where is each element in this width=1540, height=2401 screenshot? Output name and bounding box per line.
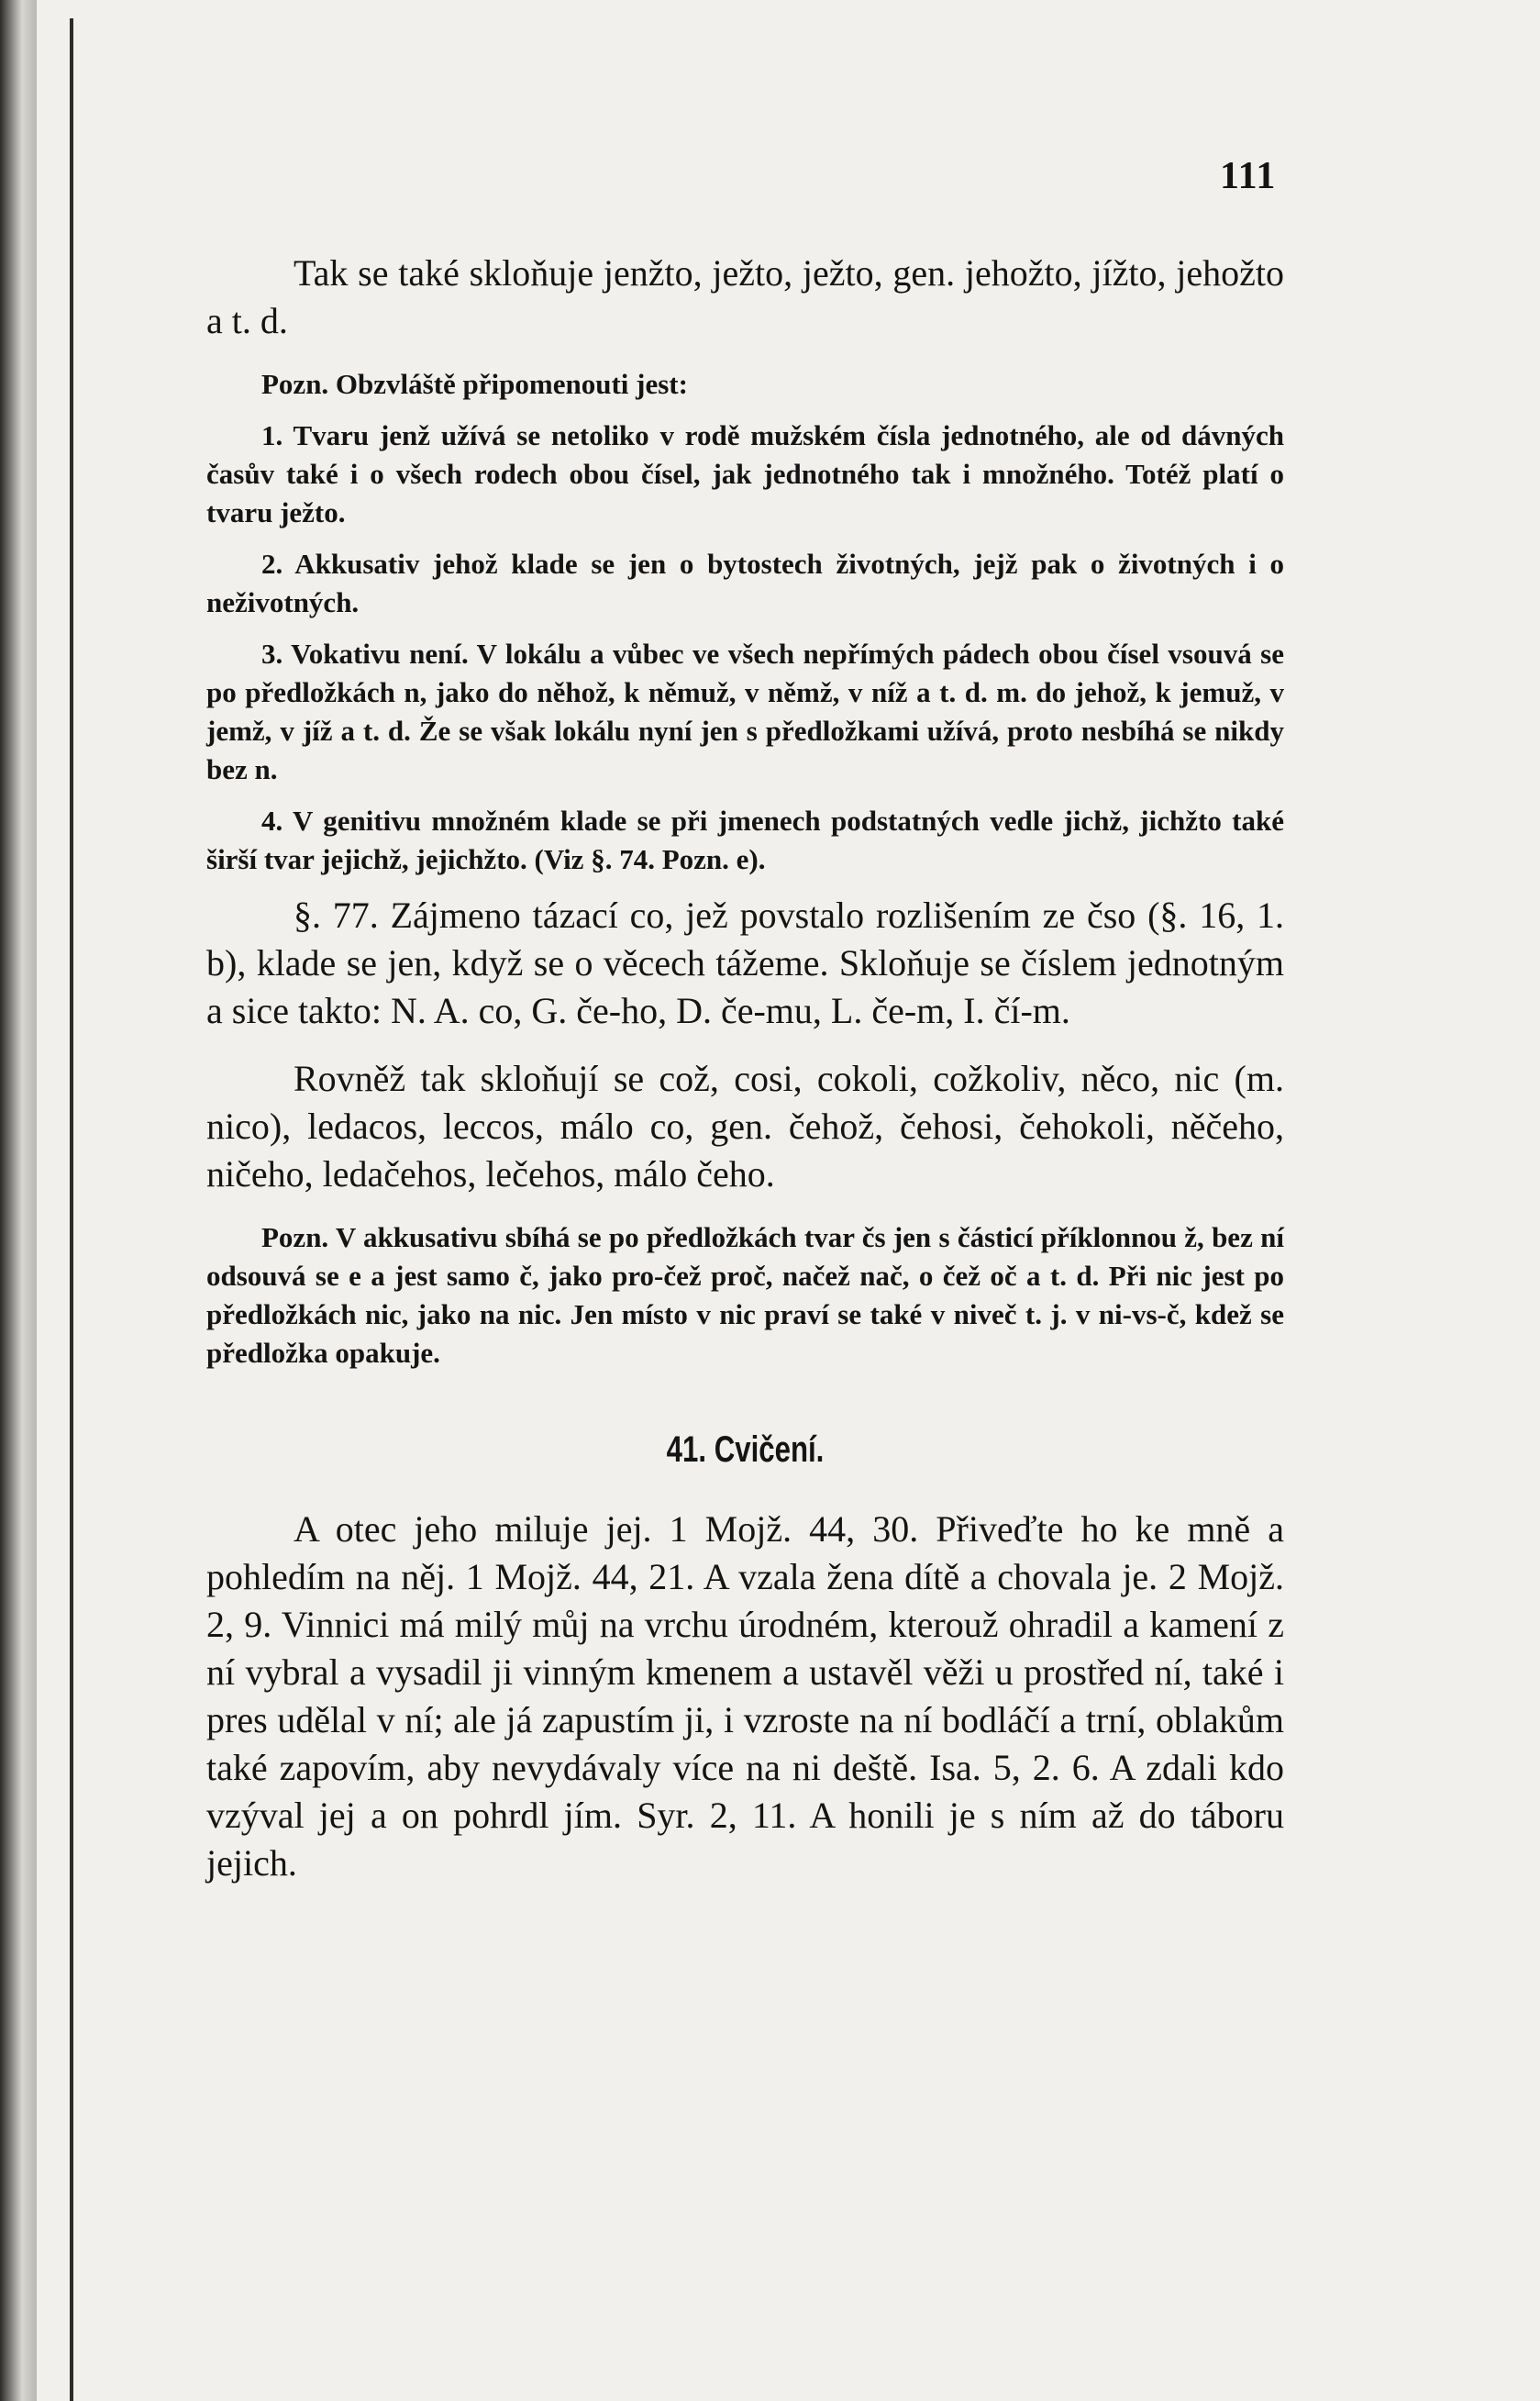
exercise-heading: 41. Cvičení. [666,1429,825,1470]
paragraph-similar-declension: Rovněž tak skloňují se což, cosi, cokoli, cožkoliv, něco, nic (m. nico), ledacos, leccos, málo co, gen. čehož, čehosi, čehokoli, něčeho, ničeho, ledačehos, lečehos, málo čeho. [206,1058,1284,1195]
section-77: §. 77. Zájmeno tázací co, jež povstalo rozlišením ze čso (§. 16, 1. b), klade se jen, když se o věcech tážeme. Skloňuje se číslem jednotným a sice takto: N. A. co, G. če-ho, D. če-mu, L. če-m, I. čí-m. [206,895,1284,1031]
exercise-text: A otec jeho miluje jej. 1 Mojž. 44, 30. Přiveďte ho ke mně a pohledím na něj. 1 Mojž. 44, 21. A vzala žena dítě a chovala je. 2 Mojž. 2, 9. Vinnici má milý můj na vrchu úrodném, kterouž ohradil a kamení z ní vybral a vysadil ji vinným kmenem a ustavěl věži u prostřed ní, také i pres udělal v ní; ale já zapustím ji, i vzroste na ní bodláčí a trní, oblakům také zapovím, aby nevydávaly více na ni deště. Isa. 5, 2. 6. A zdali kdo vzýval jej a on pohrdl jím. Syr. 2, 11. A honili je s ním až do táboru jejich. [206,1508,1284,1884]
book-binding [0,0,37,2401]
note-item-1: 1. Tvaru jenž užívá se netoliko v rodě mužském čísla jednotného, ale od dávných časův také i o všech rodech obou čísel, jak jednotného tak i množného. Totéž platí o tvaru ježto. [206,419,1284,528]
note-accusative: Pozn. V akkusativu sbíhá se po předložkách tvar čs jen s částicí příklonnou ž, bez ní odsouvá se e a jest samo č, jako pro-čež proč, načež nač, o čež oč a t. d. Při nic jest po předložkách nic, jako na nic. Jen místo v nic praví se také v niveč t. j. v ni-vs-č, kdež se předložka opakuje. [206,1221,1284,1369]
page-content [206,250,1284,1887]
note-item-4: 4. V genitivu množném klade se při jmenech podstatných vedle jichž, jichžto také širší tvar jejichž, jejichžto. (Viz §. 74. Pozn. e). [206,805,1284,875]
paragraph-declension: Tak se také skloňuje jenžto, ježto, ježto, gen. jehožto, jížto, jehožto a t. d. [206,252,1284,341]
note-heading: Pozn. Obzvláště připomenouti jest: [261,368,688,400]
note-item-3: 3. Vokativu není. V lokálu a vůbec ve všech nepřímých pádech obou čísel vsouvá se po předložkách n, jako do něhož, k němuž, v němž, v níž a t. d. m. do jehož, k jemuž, v jemž, v jíž a t. d. Že se však lokálu nyní jen s předložkami užívá, proto nesbíhá se nikdy bez n. [206,638,1284,785]
gutter-shadow [70,18,73,2401]
page-number: 111 [1220,155,1277,197]
note-item-2: 2. Akkusativ jehož klade se jen o bytostech životných, jejž pak o životných i o neživotných. [206,548,1284,618]
